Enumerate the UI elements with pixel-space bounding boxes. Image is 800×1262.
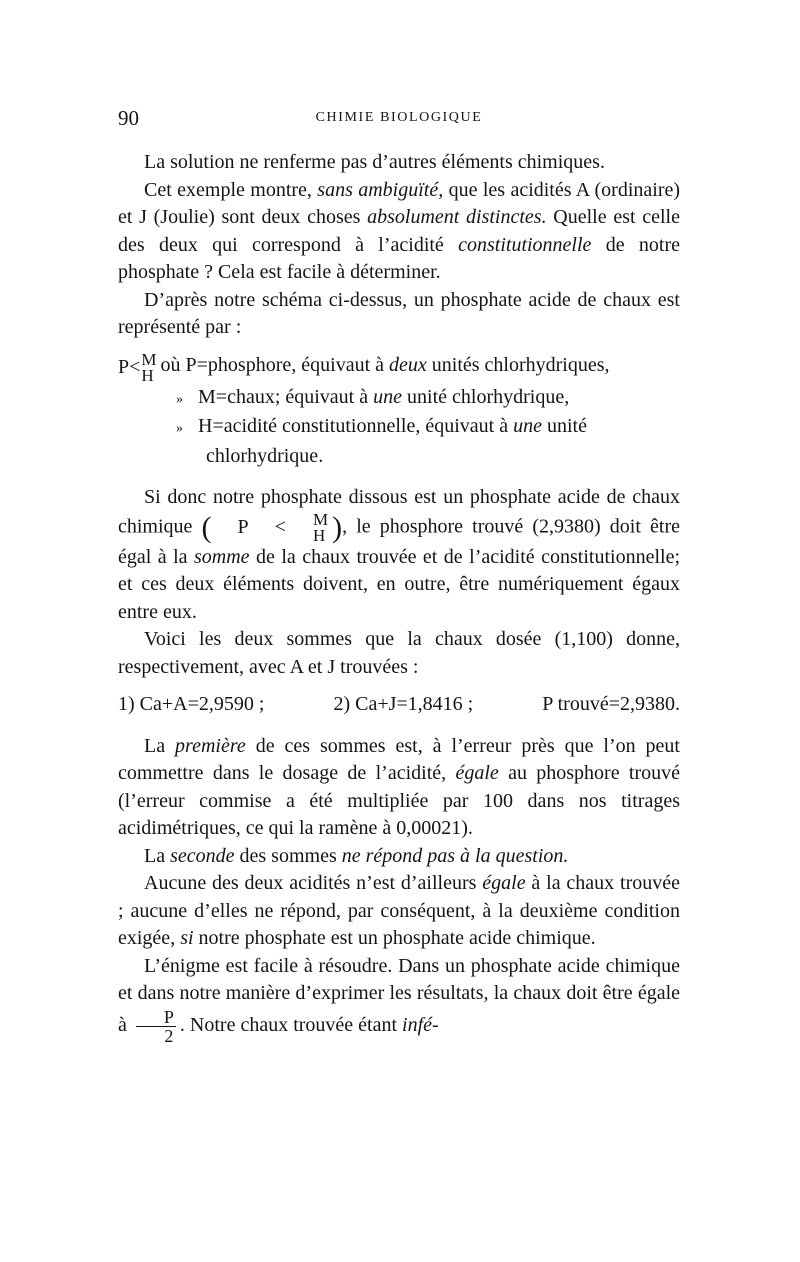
running-title: CHIMIE BIOLOGIQUE (315, 110, 483, 125)
sums-equation: 1) Ca+A=2,9590 ; 2) Ca+J=1,8416 ; P trouvé=2,9380. (118, 693, 680, 715)
running-header (118, 106, 680, 132)
paragraph-8: Aucune des deux acidités n’est d’ailleurs égale à la chaux trouvée ; aucune d’elles ne répond, par conséquent, à la deuxième condition exigée, si notre phosphate est un phosphate acide chimique. (118, 872, 680, 949)
definition-chaux: » M=chaux; équivaut à une unité chlorhydrique, (176, 385, 570, 408)
paragraph-9: L’énigme est facile à résoudre. Dans un phosphate acide chimique et dans notre manière d’exprimer les résultats, la chaux doit être égale à $\frac{P}{2}$ . Notre chaux trouvée étant infé- (118, 954, 680, 1046)
phosphate-formula: P < M H (118, 349, 157, 385)
phosphate-formula-line (118, 349, 680, 385)
emphasis: constitutionnelle (458, 233, 592, 256)
paragraph-2: Cet exemple montre, sans ambiguïté, que les acidités A (ordinaire) et J (Joulie) sont deux choses absolument distinctes. Quelle est celle des deux qui correspond à l’acidité constitutionnelle de notre phosphate ? Cela est facile à déterminer. (118, 178, 681, 283)
paragraph-4: Si donc notre phosphate dissous est un phosphate acide de chaux chimique ( P < M H ), le phosphore trouvé (2,9380) doit être égal à la somme de la chaux trouvée et de l’acidité constitutionnelle; et ces deux éléments doivent, en outre, être numériquement égaux entre eux. (118, 486, 680, 623)
fraction-p-over-2: $\frac{P}{2}$ (136, 1008, 176, 1045)
paragraph-5: Voici les deux sommes que la chaux dosée (1,100) donne, respectivement, avec A et J trouvées : (118, 628, 680, 678)
definition-phosphore: où P=phosphore, équivaut à deux unités chlorhydriques, (160, 353, 610, 376)
paragraph-1: La solution ne renferme pas d’autres éléments chimiques. (144, 151, 605, 173)
phosphate-formula-inline: P < M H (237, 509, 329, 545)
definitions-list: » M=chaux; équivaut à une unité chlorhydrique, » H=acidité constitutionnelle, équivaut à une unité chlorhydrique. (176, 384, 680, 471)
paragraph-6: La première de ces sommes est, à l’erreur près que l’on peut commettre dans le dosage de l’acidité, égale au phosphore trouvé (l’erreur commise a été multipliée par 100 dans nos titrages acidimétriques, ce qui la ramène à 0,00021). (118, 734, 681, 839)
paragraph-3: D’après notre schéma ci-dessus, un phosphate acide de chaux est représenté par : (118, 288, 680, 338)
definition-acidite: » H=acidité constitutionnelle, équivaut à une unité (176, 415, 587, 437)
body-text (118, 149, 680, 1045)
emphasis: absolument distinctes. (367, 206, 547, 228)
paragraph-7: La seconde des sommes ne répond pas à la question. (144, 844, 569, 867)
emphasis: sans ambiguïté, (317, 178, 444, 201)
page-number: 90 (118, 106, 139, 130)
